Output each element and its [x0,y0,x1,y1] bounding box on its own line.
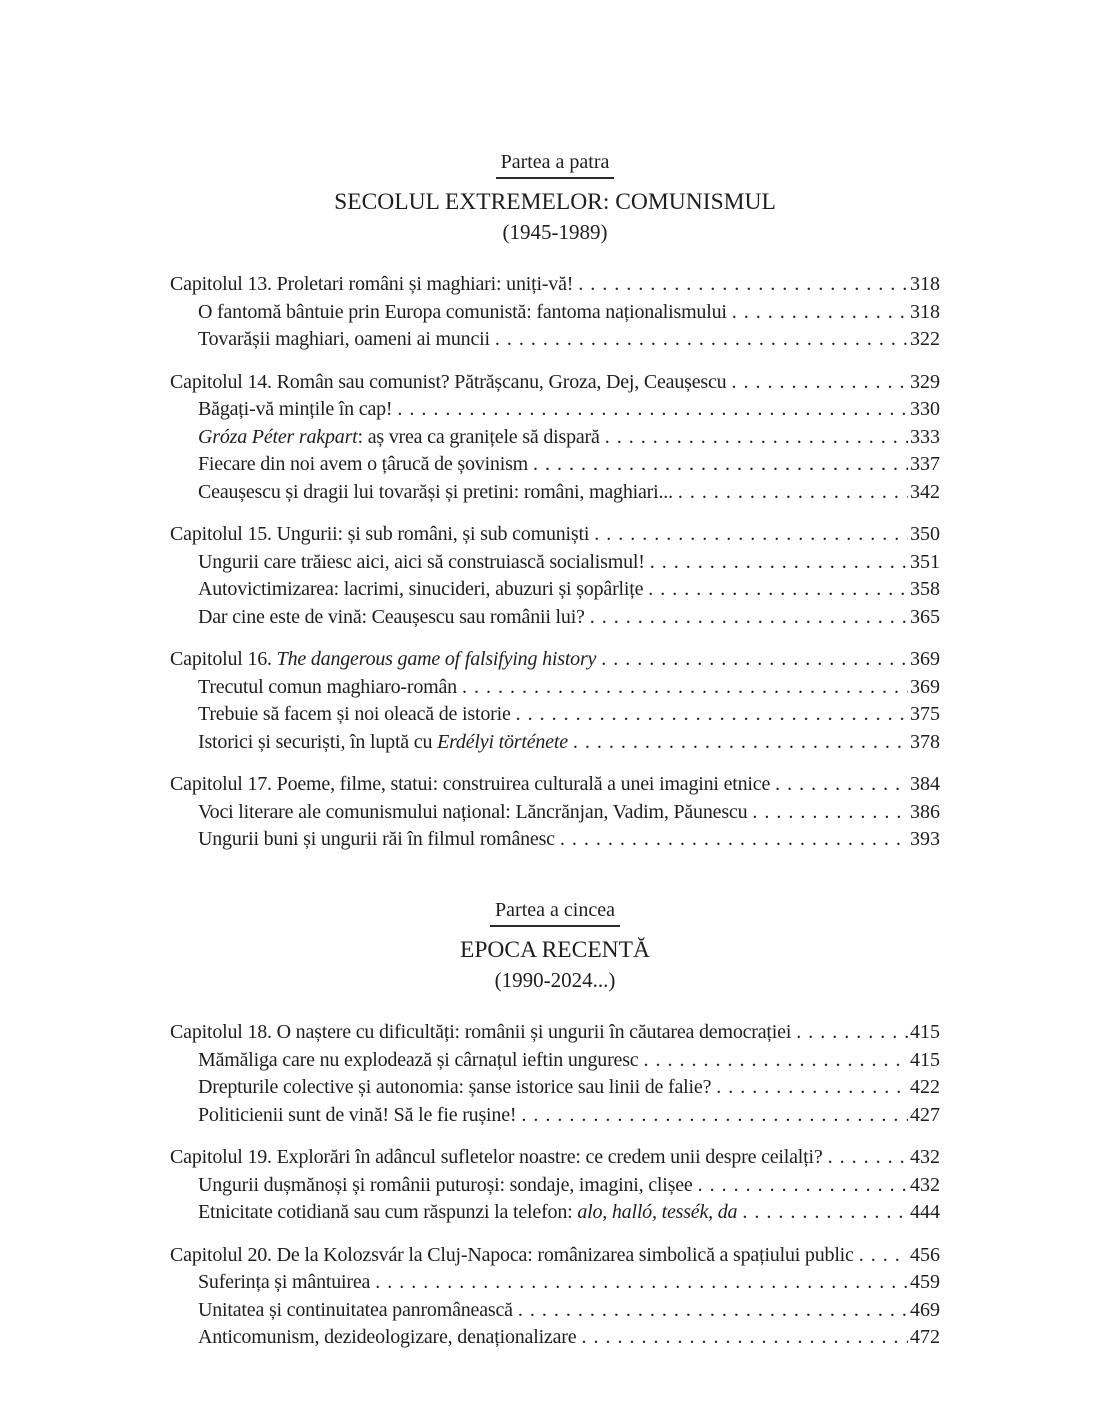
toc-subentry [170,451,940,479]
entry-title-text: Dar cine este de vină: Ceaușescu sau românii lui? [198,605,585,628]
toc-subentry [170,799,940,827]
part-years: (1990-2024...) [494,968,616,993]
dot-leader [823,1144,908,1172]
entry-title [198,1172,693,1200]
dot-leader [585,604,908,632]
page-number: 350 [910,523,940,546]
entry-title-text: Drepturile colective și autonomia: șanse istorice sau linii de falie? [198,1076,712,1099]
part-title: SECOLUL EXTREMELOR: COMUNISMUL [334,189,776,215]
toc-subentry [170,576,940,604]
toc-subentry [170,701,940,729]
dot-leader [513,1297,908,1325]
toc-subentry [170,729,940,757]
entry-title [198,451,528,479]
dot-leader [600,424,908,452]
entry-title-text: O fantomă bântuie prin Europa comunistă: fantoma naționalismului [198,300,727,323]
part-label-row [170,898,940,927]
dot-leader [555,826,908,854]
entry-title [198,729,568,757]
entry-title-text: Trebuie să facem și noi oleacă de istorie [198,703,511,726]
table-of-contents [170,150,940,1352]
entry-title [198,826,555,854]
dot-leader [693,1172,908,1200]
entry-title [170,271,573,299]
toc-subentry [170,424,940,452]
page-number: 358 [910,578,940,601]
entry-title [170,1144,823,1172]
toc-subentry [170,826,940,854]
entry-title [198,1297,513,1325]
entry-title [198,799,747,827]
dot-leader [370,1269,908,1297]
dot-leader [457,674,908,702]
page-number: 415 [910,1021,940,1044]
chapter-list [170,271,940,854]
toc-subentry [170,1199,940,1227]
page-number: 384 [910,773,940,796]
page-number: 337 [910,453,940,476]
toc-chapter-entry [170,369,940,397]
entry-title [198,299,727,327]
toc-part [170,150,940,854]
entry-title-text: Etnicitate cotidiană sau cum răspunzi la telefon: [198,1201,578,1224]
entry-title [198,604,585,632]
dot-leader [392,396,908,424]
part-years: (1945-1989) [502,220,608,245]
entry-title-text: Ungurii buni și ungurii răi în filmul românesc [198,828,555,851]
entry-title-text: Capitolul 13. Proletari români și maghiari: uniți-vă! [170,273,574,296]
entry-title [170,1019,791,1047]
entry-title-text: Capitolul 17. Poeme, filme, statui: construirea culturală a unei imagini etnice [170,773,771,796]
entry-title [198,1047,638,1075]
page-number: 432 [910,1146,940,1169]
entry-title [198,1324,576,1352]
entry-title-text: Istorici și securiști, în luptă cu [198,730,438,753]
entry-title-text: Tovarășii maghiari, oameni ai muncii [198,328,490,351]
toc-subentry [170,1047,940,1075]
page-number: 472 [910,1326,940,1349]
entry-title-text: Voci literare ale comunismului național: Lăncrănjan, Vadim, Păunescu [198,800,748,823]
entry-title-text: Unitatea și continuitatea panromânească [198,1298,513,1321]
entry-title [198,674,457,702]
entry-title-text: Băgați-vă mințile în cap! [198,398,393,421]
entry-title-text: Mămăliga care nu explodează și cârnațul ieftin unguresc [198,1048,639,1071]
page-number: 386 [910,800,940,823]
chapter-list [170,1019,940,1352]
toc-subentry [170,299,940,327]
toc-chapter-entry [170,271,940,299]
toc-chapter-entry [170,1019,940,1047]
toc-subentry [170,604,940,632]
entry-title-text: Suferința și mântuirea [198,1271,371,1294]
page-number: 427 [910,1103,940,1126]
chapter-block [170,1019,940,1129]
chapter-block [170,369,940,507]
chapter-block [170,1242,940,1352]
entry-title [198,549,645,577]
toc-subentry [170,674,940,702]
entry-title-text: Capitolul 18. O naștere cu dificultăți: românii și ungurii în căutarea democrației [170,1021,792,1044]
page-number: 365 [910,605,940,628]
entry-title [170,521,589,549]
dot-leader [770,771,908,799]
page-number: 378 [910,730,940,753]
entry-title [198,1199,737,1227]
chapter-block [170,646,940,756]
part-header [170,150,940,245]
page-number: 469 [910,1298,940,1321]
part-label: Partea a cincea [490,898,620,927]
dot-leader [638,1047,908,1075]
chapter-block [170,521,940,631]
entry-title [198,1102,516,1130]
entry-title [198,1074,711,1102]
chapter-block [170,271,940,354]
entry-title-text: : aș vrea ca granițele să dispară [357,425,600,448]
page-number: 393 [910,828,940,851]
entry-title-text: Capitolul 20. De la Kolozsvár la Cluj-Napoca: românizarea simbolică a spațiului public [170,1243,854,1266]
dot-leader [589,521,908,549]
part-label-row [170,150,940,179]
dot-leader [711,1074,908,1102]
page-number: 342 [910,480,940,503]
chapter-block [170,1144,940,1227]
toc-chapter-entry [170,771,940,799]
dot-leader [596,646,908,674]
page-number: 318 [910,300,940,323]
entry-title [170,646,596,674]
dot-leader [747,799,908,827]
page-number: 456 [910,1243,940,1266]
entry-title-text: Anticomunism, dezideologizare, denaționalizare [198,1326,577,1349]
page-number: 415 [910,1048,940,1071]
entry-title [170,1242,854,1270]
entry-title-text: Politicienii sunt de vină! Să le fie rușine! [198,1103,517,1126]
entry-title [198,576,643,604]
page-number: 351 [910,550,940,573]
entry-title [198,326,490,354]
dot-leader [645,549,908,577]
dot-leader [516,1102,908,1130]
toc-subentry [170,1269,940,1297]
entry-title-italic-text: The dangerous game of falsifying history [276,648,597,671]
toc-subentry [170,1074,940,1102]
dot-leader [727,299,908,327]
dot-leader [490,326,908,354]
entry-title [198,424,600,452]
part-title: EPOCA RECENTĂ [460,936,650,963]
toc-chapter-entry [170,1144,940,1172]
page-number: 318 [910,273,940,296]
dot-leader [737,1199,908,1227]
page-number: 375 [910,703,940,726]
entry-title-italic-text: Erdélyi története [437,730,568,753]
entry-title-text: Trecutul comun maghiaro-român [198,675,457,698]
dot-leader [854,1242,908,1270]
entry-title-text: Capitolul 14. Român sau comunist? Pătrășcanu, Groza, Dej, Ceaușescu [170,370,727,393]
entry-title [170,771,770,799]
toc-chapter-entry [170,521,940,549]
entry-title-text: Fiecare din noi avem o țârucă de șovinism [198,453,529,476]
dot-leader [568,729,908,757]
part-header [170,898,940,993]
entry-title [198,396,392,424]
page-number: 330 [910,398,940,421]
toc-subentry [170,1324,940,1352]
entry-title [198,1269,370,1297]
chapter-block [170,771,940,854]
page-number: 422 [910,1076,940,1099]
entry-title-italic-text: alo, halló, tessék, da [577,1201,738,1224]
toc-subentry [170,479,940,507]
toc-part [170,898,940,1352]
toc-subentry [170,1172,940,1200]
dot-leader [511,701,908,729]
dot-leader [576,1324,908,1352]
page-number: 444 [910,1201,940,1224]
entry-title-text: Ungurii care trăiesc aici, aici să construiască socialismul! [198,550,645,573]
entry-title [170,369,726,397]
entry-title-italic-text: Gróza Péter rakpart [198,425,358,448]
dot-leader [726,369,908,397]
page-number: 333 [910,425,940,448]
toc-subentry [170,549,940,577]
page-number: 369 [910,675,940,698]
toc-subentry [170,1297,940,1325]
page-number: 369 [910,648,940,671]
page-number: 329 [910,370,940,393]
page-number: 459 [910,1271,940,1294]
toc-chapter-entry [170,646,940,674]
dot-leader [528,451,908,479]
entry-title-text: Autovictimizarea: lacrimi, sinucideri, abuzuri și șopârlițe [198,578,644,601]
entry-title [198,701,511,729]
dot-leader [791,1019,908,1047]
toc-subentry [170,396,940,424]
dot-leader [673,479,908,507]
entry-title-text: Ungurii dușmănoși și românii puturoși: sondaje, imagini, clișee [198,1173,693,1196]
entry-title-text: Capitolul 16. [170,648,277,671]
entry-title-text: Ceaușescu și dragii lui tovarăși și pretini: români, maghiari... [198,480,673,503]
entry-title-text: Capitolul 15. Ungurii: și sub români, și sub comuniști [170,523,590,546]
entry-title [198,479,673,507]
toc-subentry [170,1102,940,1130]
dot-leader [573,271,908,299]
part-label: Partea a patra [496,150,615,179]
dot-leader [643,576,908,604]
page-number: 432 [910,1173,940,1196]
page-number: 322 [910,328,940,351]
toc-chapter-entry [170,1242,940,1270]
entry-title-text: Capitolul 19. Explorări în adâncul sufletelor noastre: ce credem unii despre ceilalți? [170,1146,823,1169]
toc-subentry [170,326,940,354]
